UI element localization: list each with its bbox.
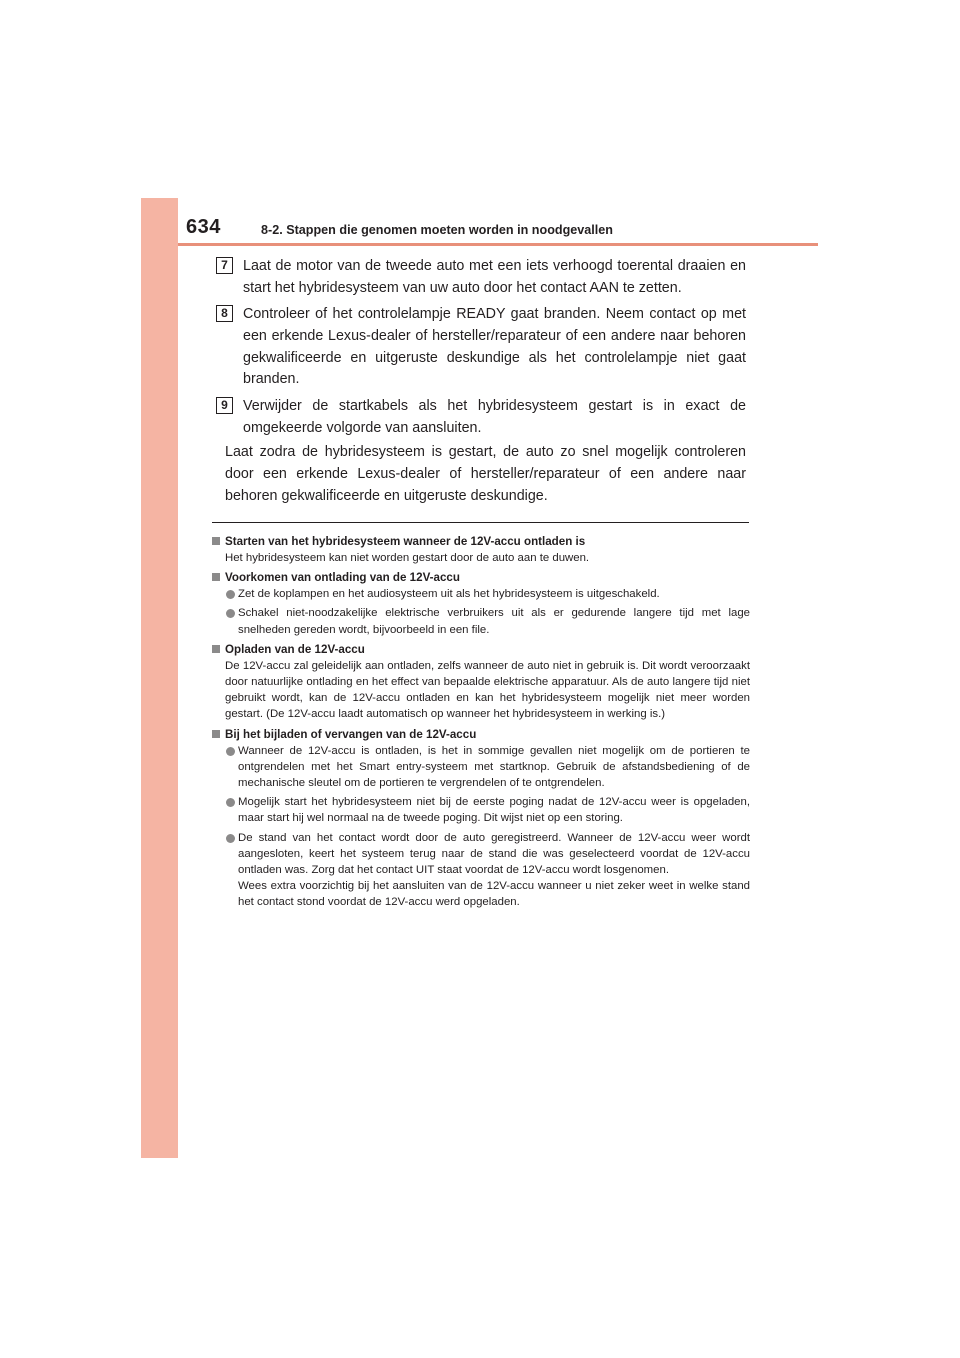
bullet-item [212,743,750,792]
round-bullet-icon [226,609,235,618]
bullet-text: Wanneer de 12V-accu is ontladen, is het in sommige gevallen niet mogelijk om de portieren te ontgrendelen met het Smart entry-systeem met startknop. Gebruik de afstandsbediening of de mechanische sleutel om de portieren te vergrendelen of te ontgrendelen. [238,744,750,790]
bullet-item [212,605,750,637]
step-number-badge: 7 [216,257,233,274]
square-bullet-icon [212,537,220,545]
bullet-extra-text: Wees extra voorzichtig bij het aansluiten van de 12V-accu wanneer u niet zeker weet in welke stand het contact stond voordat de 12V-accu werd opgeladen. [238,880,750,909]
step-7 [216,256,746,300]
header-rule [178,243,818,246]
bullet-text: Zet de koplampen en het audiosysteem uit als het hybridesysteem is uitgeschakeld. [238,588,660,601]
bullet-item [212,586,750,602]
step-9 [216,396,746,440]
note-heading: Opladen van de 12V-accu [225,642,365,656]
round-bullet-icon [226,747,235,756]
square-bullet-icon [212,730,220,738]
step-text: Verwijder de startkabels als het hybridesysteem gestart is in exact de omgekeerde volgorde van aansluiten. [243,398,746,436]
note-text: De 12V-accu zal geleidelijk aan ontladen, zelfs wanneer de auto niet in gebruik is. Dit wordt veroorzaakt door natuurlijke ontlading en het effect van bepaalde elektrische apparatuur. Als de auto langere tijd niet gebruikt wordt, kan de 12V-accu ontladen en kan het hybridesysteem mogelijk niet meer worden gestart. (De 12V-accu laadt automatisch op wanneer het hybridesysteem in werking is.) [225,659,750,721]
notes-section [212,533,750,914]
round-bullet-icon [226,590,235,599]
square-bullet-icon [212,645,220,653]
note-prevent-discharge [212,569,750,638]
page-number: 634 [186,216,221,238]
bullet-text: Mogelijk start het hybridesysteem niet bij de eerste poging nadat de 12V-accu weer is opgeladen, maar start hij wel normaal na de tweede poging. Dit wijst niet op een storing. [238,796,750,825]
round-bullet-icon [226,798,235,807]
step-8 [216,304,746,391]
bullet-text: De stand van het contact wordt door de auto geregistreerd. Wanneer de 12V-accu weer wordt aangesloten, keert het systeem terug naar de stand die was geselecteerd voordat de 12V-accu ontladen was. Zorg dat het contact UIT staat voordat de 12V-accu wordt losgenomen. [238,831,750,877]
note-charging [212,641,750,723]
note-heading: Voorkomen van ontlading van de 12V-accu [225,571,460,585]
note-heading: Starten van het hybridesysteem wanneer de 12V-accu ontladen is [225,535,586,548]
closing-paragraph: Laat zodra de hybridesysteem is gestart, de auto zo snel mogelijk controleren door een erkende Lexus-dealer of hersteller/reparateur of een andere naar behoren gekwalificeerde en uitgeruste deskundige. [225,444,746,504]
step-number-badge: 9 [216,397,233,414]
step-text: Laat de motor van de tweede auto met een iets verhoogd toerental draaien en start het hybridesysteem van uw auto door het contact AAN te zetten. [243,258,746,296]
section-divider [212,522,749,523]
bullet-item [212,830,750,911]
round-bullet-icon [226,834,235,843]
square-bullet-icon [212,573,220,581]
step-number-badge: 8 [216,305,233,322]
step-text: Controleer of het controlelampje READY gaat branden. Neem contact op met een erkende Lexus-dealer of hersteller/reparateur of een andere naar behoren gekwalificeerde en uitgeruste deskundige als het controlelampje niet gaat branden. [243,306,746,388]
note-recharge-replace [212,726,750,911]
bullet-text: Schakel niet-noodzakelijke elektrische verbruikers uit als er gedurende langere tijd met lage snelheden gereden wordt, bijvoorbeeld in een file. [238,607,750,636]
bullet-item [212,794,750,826]
note-heading: Bij het bijladen of vervangen van de 12V-accu [225,727,477,741]
side-tab [141,198,178,1158]
note-text: Het hybridesysteem kan niet worden gestart door de auto aan te duwen. [225,552,590,564]
note-starting-discharged [212,533,750,566]
section-title: 8-2. Stappen die genomen moeten worden in noodgevallen [261,223,613,237]
